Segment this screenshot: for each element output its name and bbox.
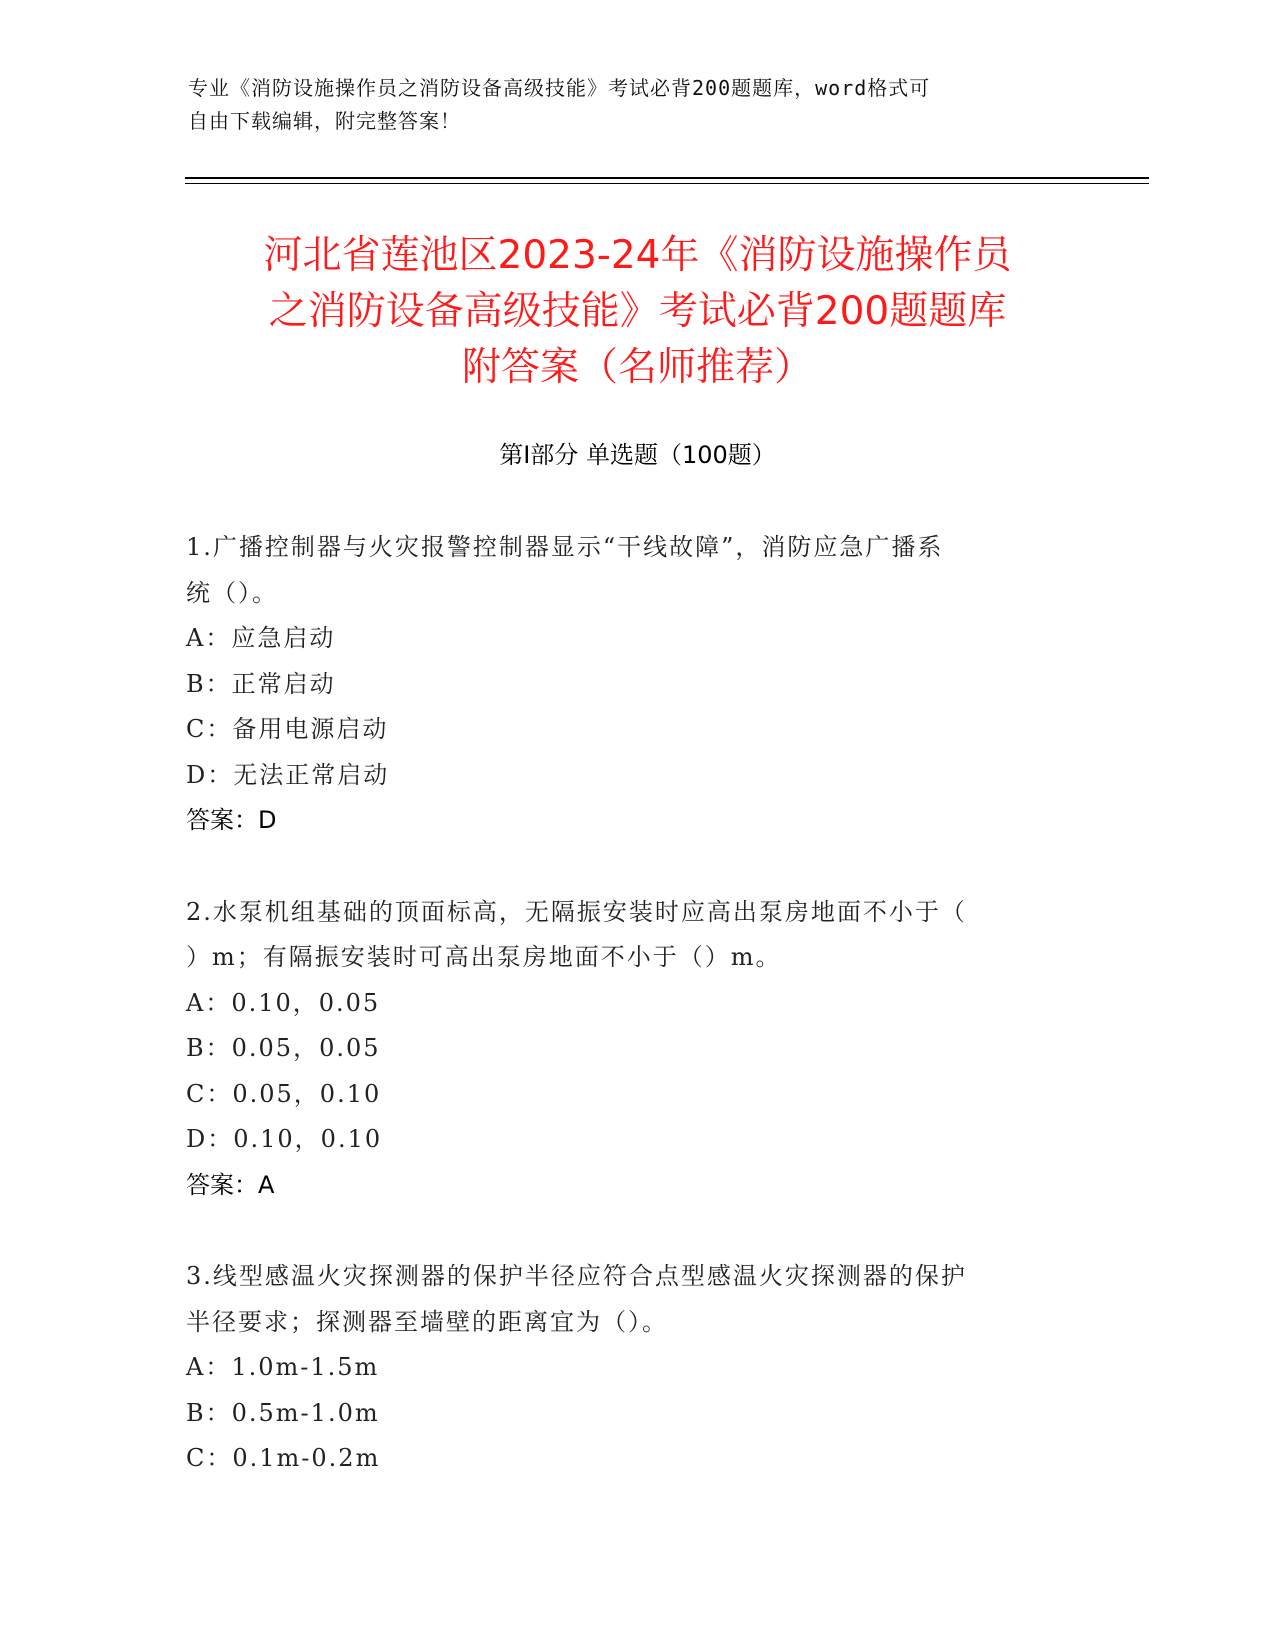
- header-divider-thick: [185, 177, 1149, 179]
- option-c: C：0.1m-0.2m: [186, 1444, 381, 1472]
- question-text-line-2: ）m；有隔振安装时可高出泵房地面不小于（）m。: [186, 943, 782, 971]
- option-a: A：0.10，0.05: [186, 988, 381, 1017]
- option-a: A：1.0m-1.5m: [186, 1353, 380, 1381]
- document-title-line-3: 附答案（名师推荐）: [461, 345, 813, 390]
- answer: 答案：D: [186, 806, 277, 834]
- option-a: A：应急启动: [186, 624, 336, 652]
- question-text-line-1: 2.水泵机组基础的顶面标高，无隔振安装时应高出泵房地面不小于（: [186, 897, 967, 926]
- option-d: D：0.10，0.10: [186, 1125, 383, 1153]
- question-text-line-1: 1.广播控制器与火灾报警控制器显示“干线故障”，消防应急广播系: [186, 533, 944, 561]
- option-b: B：0.5m-1.0m: [186, 1398, 380, 1427]
- question-2: [186, 890, 1066, 1209]
- question-3: [186, 1254, 1066, 1482]
- option-d: D：无法正常启动: [186, 760, 390, 789]
- question-text-line-1: 3.线型感温火灾探测器的保护半径应符合点型感温火灾探测器的保护: [186, 1262, 967, 1290]
- option-b: B：0.05，0.05: [186, 1034, 381, 1062]
- header-divider-thin: [185, 183, 1149, 184]
- question-text-line-2: 统（）。: [186, 578, 278, 607]
- answer: 答案：A: [186, 1170, 275, 1199]
- section-title: 第Ⅰ部分 单选题（100题）: [499, 441, 776, 469]
- option-b: B：正常启动: [186, 669, 336, 698]
- header-note-line-2: 自由下载编辑，附完整答案！: [188, 109, 461, 133]
- document-title: [160, 228, 1115, 396]
- question-text-line-2: 半径要求；探测器至墙壁的距离宜为（）。: [186, 1307, 668, 1336]
- document-title-line-2: 之消防设备高级技能》考试必背200题题库: [268, 289, 1007, 334]
- document-title-line-1: 河北省莲池区2023-24年《消防设施操作员: [263, 233, 1012, 278]
- option-c: C：0.05，0.10: [186, 1079, 382, 1108]
- question-list: [186, 525, 1066, 1482]
- header-note: [188, 72, 1068, 138]
- header-note-line-1: 专业《消防设施操作员之消防设备高级技能》考试必背200题题库，word格式可: [188, 76, 931, 100]
- option-c: C：备用电源启动: [186, 715, 389, 743]
- question-1: [186, 525, 1066, 844]
